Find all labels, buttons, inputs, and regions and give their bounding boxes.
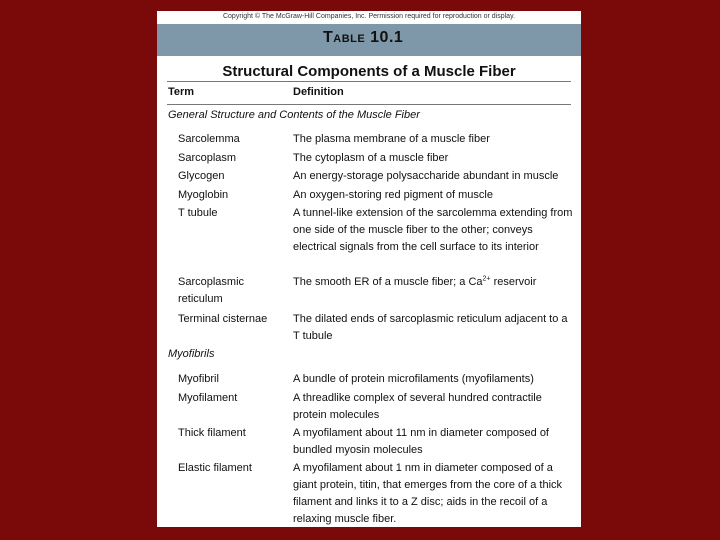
definition-cell: An energy-storage polysaccharide abundant in muscle — [293, 170, 559, 182]
term-cell: Elastic filament — [178, 462, 252, 474]
section-title-general: General Structure and Contents of the Muscle Fiber — [168, 109, 420, 121]
definition-text: The smooth ER of a muscle fiber; a Ca — [293, 276, 483, 288]
term-cell: Myofilament — [178, 392, 238, 404]
table-title: Structural Components of a Muscle Fiber — [222, 63, 516, 80]
term-cell: Terminal cisternae — [178, 313, 268, 325]
column-header-definition: Definition — [293, 86, 344, 98]
definition-text: reservoir — [490, 276, 537, 288]
table-label: Table 10.1 — [323, 29, 404, 46]
term-cell: Sarcoplasm — [178, 152, 237, 164]
term-cell: T tubule — [178, 207, 218, 219]
column-header-term: Term — [168, 86, 195, 98]
term-cell: Sarcolemma — [178, 133, 240, 145]
definition-cell: The dilated ends of sarcoplasmic reticulum adjacent to a T tubule — [293, 313, 568, 342]
definition-cell — [293, 274, 573, 291]
section-title-myofibrils: Myofibrils — [168, 348, 215, 360]
superscript: 2+ — [482, 275, 491, 283]
copyright-notice: Copyright © The McGraw-Hill Companies, Inc. Permission required for reproduction or display. — [222, 13, 515, 20]
definition-cell: A myofilament about 1 nm in diameter composed of a giant protein, titin, that emerges from the core of a thick filament and links it to a Z disc; aids in the recoil of a relaxing muscle fiber. — [293, 462, 563, 525]
definition-cell: A tunnel-like extension of the sarcolemma extending from one side of the muscle fiber to the other; conveys electrical signals from the cell surface to its interior — [293, 207, 573, 253]
header-rule — [167, 104, 571, 105]
table-header-bar — [157, 24, 581, 56]
term-cell: Myofibril — [178, 373, 219, 385]
definition-cell: A myofilament about 11 nm in diameter composed of bundled myosin molecules — [293, 427, 549, 456]
document-page — [157, 11, 581, 527]
definition-cell: A bundle of protein microfilaments (myofilaments) — [293, 373, 534, 385]
term-cell: Sarcoplasmic reticulum — [178, 276, 245, 305]
definition-cell: The plasma membrane of a muscle fiber — [293, 133, 490, 145]
top-rule — [167, 81, 571, 82]
definition-cell: The cytoplasm of a muscle fiber — [293, 152, 449, 164]
term-cell: Thick filament — [178, 427, 246, 439]
term-cell: Glycogen — [178, 170, 225, 182]
definition-cell: An oxygen-storing red pigment of muscle — [293, 189, 493, 201]
term-cell: Myoglobin — [178, 189, 229, 201]
definition-cell: A threadlike complex of several hundred contractile protein molecules — [293, 392, 542, 421]
